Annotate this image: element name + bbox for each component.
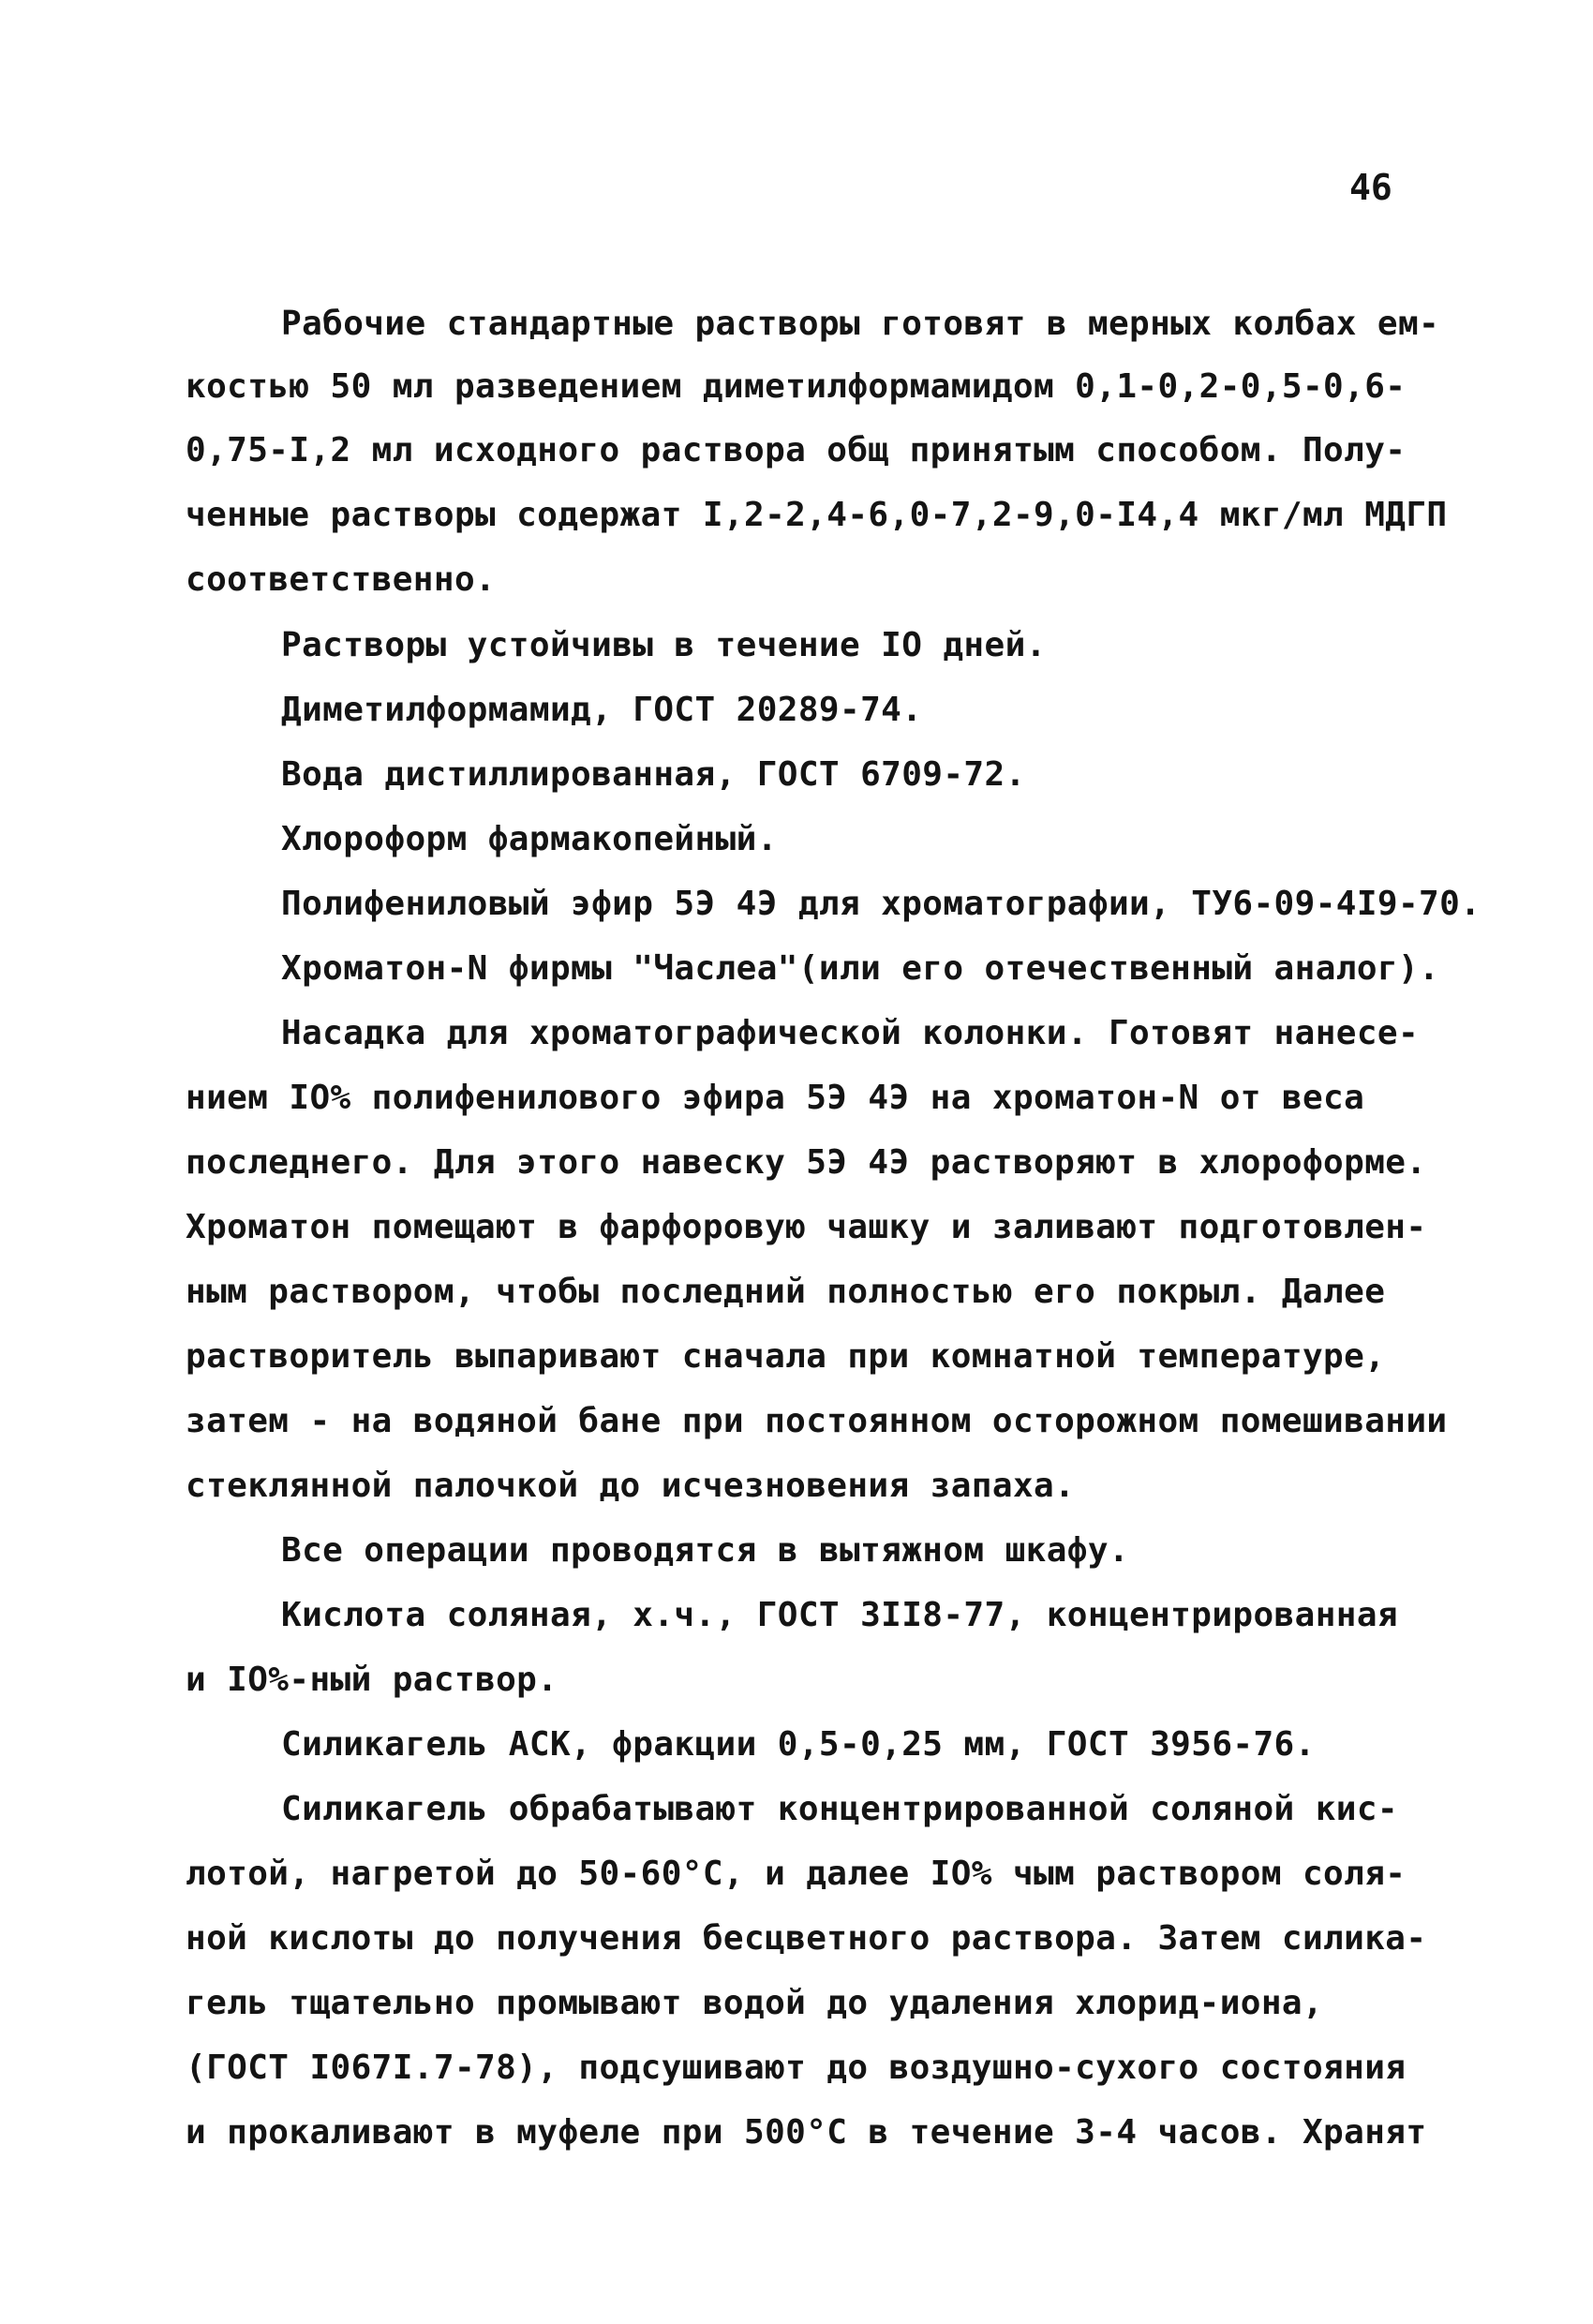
text-line: Диметилформамид, ГОСТ 20289-74. <box>281 691 923 729</box>
text-line: Силикагель АСК, фракции 0,5-0,25 мм, ГОСТ 3956-76. <box>281 1725 1316 1764</box>
page-number: 46 <box>1349 167 1392 208</box>
text-line: Хроматон помещают в фарфоровую чашку и заливают подготовлен- <box>186 1208 1427 1246</box>
text-line: затем - на водяной бане при постоянном осторожном помешивании <box>186 1402 1448 1440</box>
text-line: ной кислоты до получения бесцветного раствора. Затем силика- <box>186 1919 1427 1958</box>
text-line: Хлороформ фармакопейный. <box>281 820 778 858</box>
text-line: гель тщательно промывают водой до удаления хлорид-иона, <box>186 1984 1324 2022</box>
text-line: (ГОСТ I067I.7-78), подсушивают до воздушно-сухого состояния <box>186 2048 1407 2087</box>
text-line: Полифениловый эфир 5Э 4Э для хроматографии, ТУ6-09-4I9-70. <box>281 885 1481 923</box>
text-line: Растворы устойчивы в течение IO дней. <box>281 626 1047 664</box>
text-line: последнего. Для этого навеску 5Э 4Э растворяют в хлороформе. <box>186 1143 1427 1182</box>
text-line: растворитель выпаривают сначала при комнатной температуре, <box>186 1337 1386 1376</box>
text-line: Рабочие стандартные растворы готовят в мерных колбах ем- <box>281 305 1440 343</box>
text-line: Вода дистиллированная, ГОСТ 6709-72. <box>281 755 1026 794</box>
text-line: Насадка для хроматографической колонки. Готовят нанесе- <box>281 1014 1420 1052</box>
text-line: костью 50 мл разведением диметилформамидом 0,1-0,2-0,5-0,6- <box>186 367 1407 406</box>
text-line: и прокаливают в муфеле при 500°С в течение 3-4 часов. Хранят <box>186 2113 1427 2152</box>
text-line: ченные растворы содержат I,2-2,4-6,0-7,2-9,0-I4,4 мкг/мл МДГП <box>186 496 1448 534</box>
text-line: соответственно. <box>186 560 497 599</box>
text-line: и IO%-ный раствор. <box>186 1661 558 1699</box>
text-line: стеклянной палочкой до исчезновения запаха. <box>186 1467 1076 1505</box>
text-line: лотой, нагретой до 50-60°С, и далее IO% чым раствором соля- <box>186 1855 1407 1893</box>
text-line: Хроматон-N фирмы "Часлеа"(или его отечественный аналог). <box>281 949 1440 988</box>
text-line: ным раствором, чтобы последний полностью его покрыл. Далее <box>186 1273 1386 1311</box>
text-line: нием IO% полифенилового эфира 5Э 4Э на хроматон-N от веса <box>186 1079 1365 1117</box>
text-line: 0,75-I,2 мл исходного раствора общ принятым способом. Полу- <box>186 431 1407 469</box>
text-line: Кислота соляная, х.ч., ГОСТ 3II8-77, концентрированная <box>281 1596 1398 1634</box>
text-line: Силикагель обрабатывают концентрированной соляной кис- <box>281 1790 1398 1828</box>
text-line: Все операции проводятся в вытяжном шкафу. <box>281 1531 1130 1570</box>
